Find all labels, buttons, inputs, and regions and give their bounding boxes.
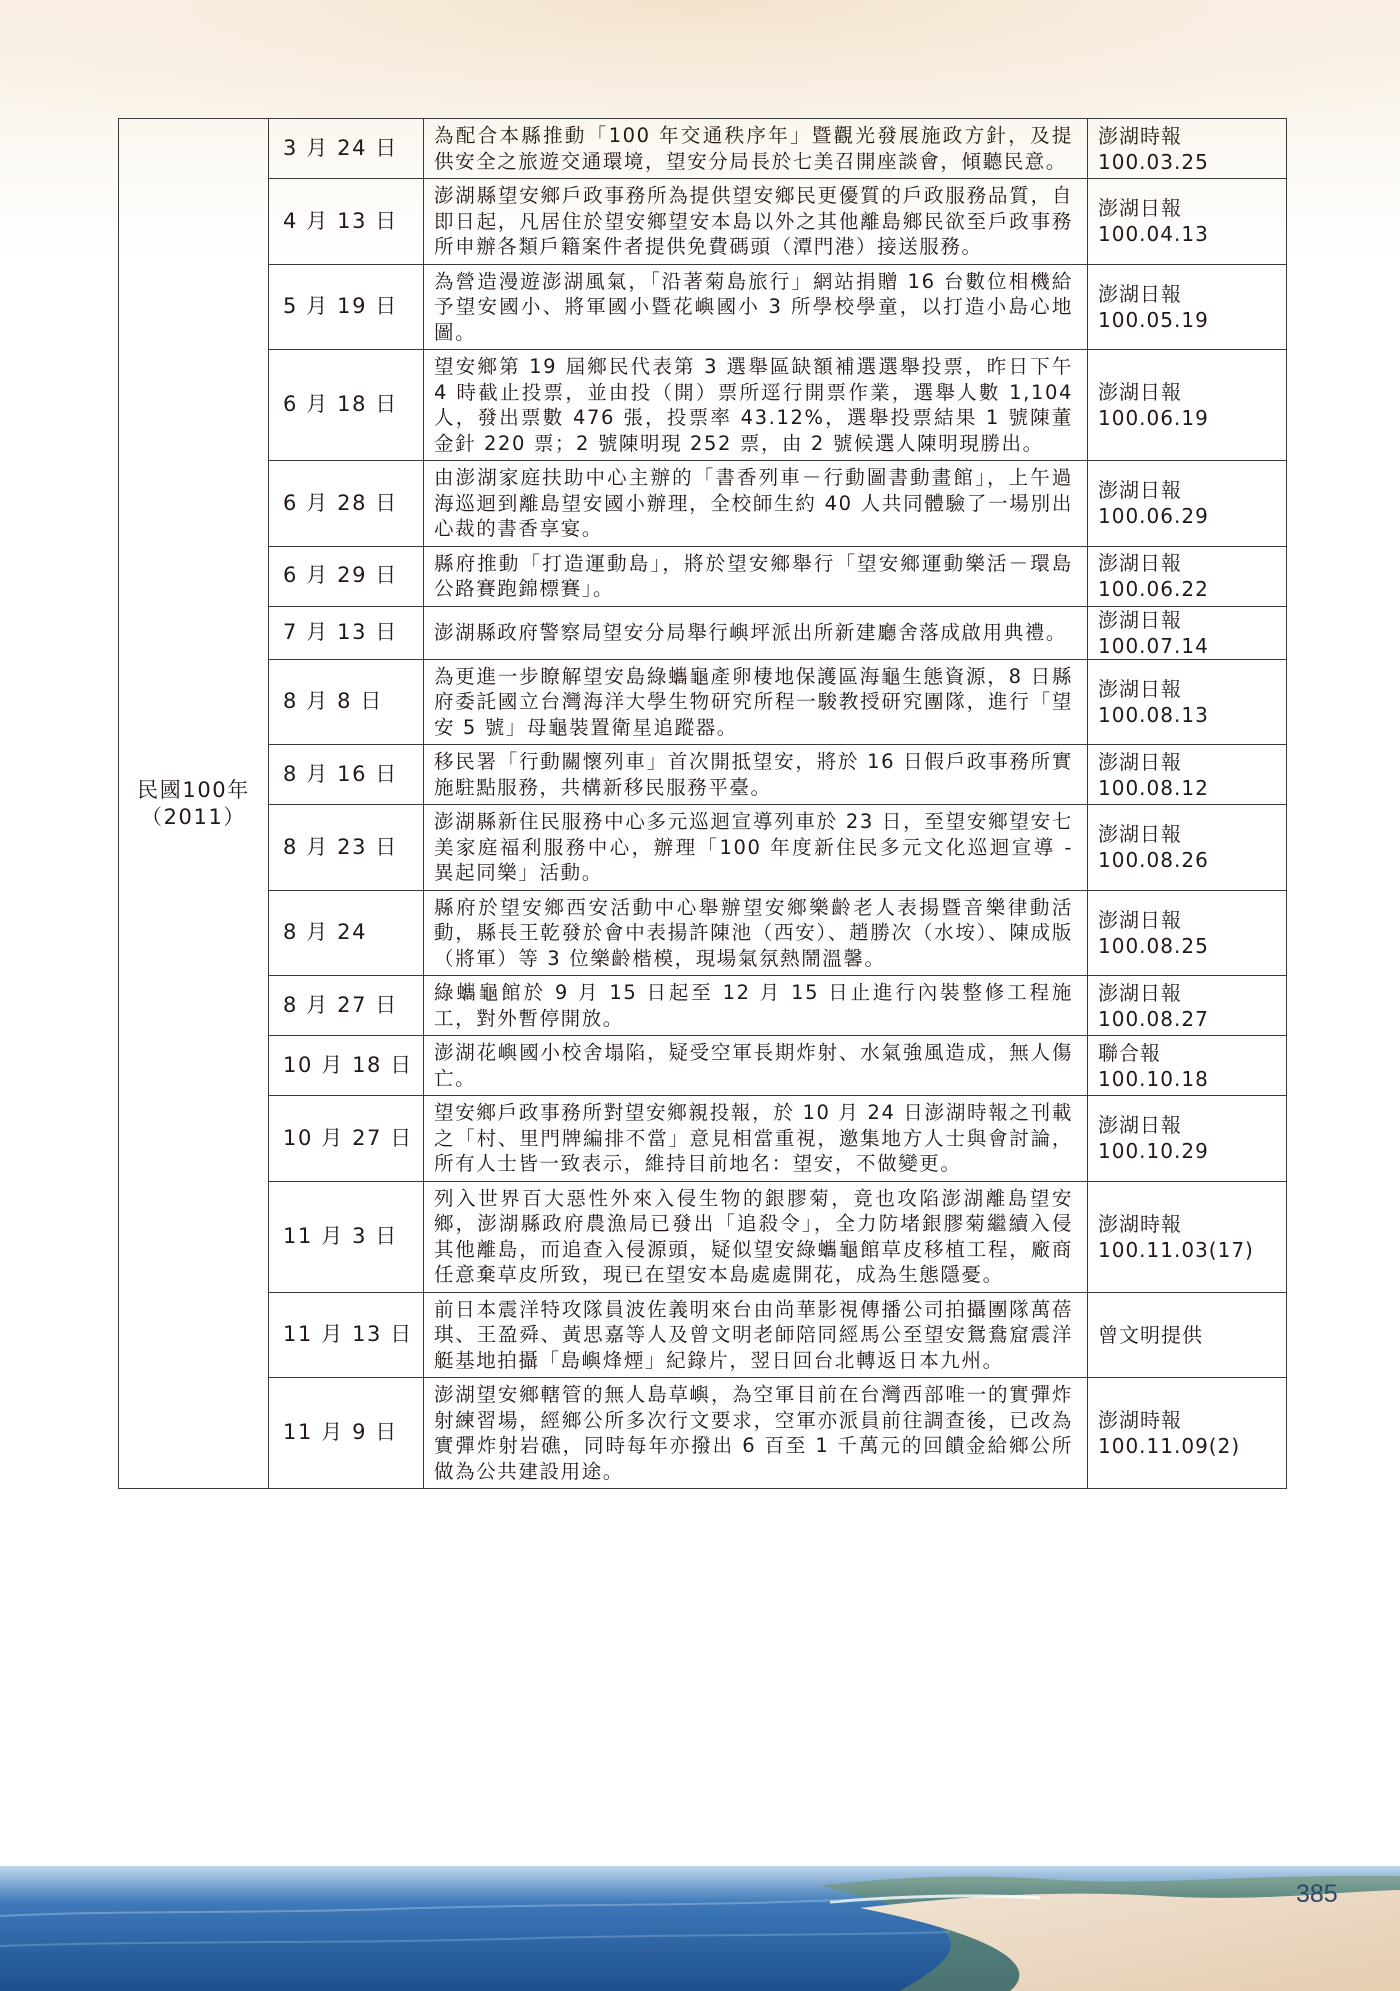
chronology-table-body	[119, 119, 1287, 1489]
source-date: 100.10.29	[1098, 1139, 1209, 1164]
source-name: 澎湖時報	[1098, 1408, 1182, 1432]
source-date: 100.08.26	[1098, 848, 1209, 873]
date-cell: 8 月 27 日	[269, 976, 424, 1036]
event-cell: 澎湖縣新住民服務中心多元巡迴宣導列車於 23 日，至望安鄉望安七美家庭福利服務中心，辦理「100 年度新住民多元文化巡迴宣導 - 異起同樂」活動。	[424, 805, 1088, 891]
source-name: 聯合報	[1098, 1040, 1161, 1065]
coastline-image	[0, 1846, 1400, 1991]
source-date: 100.03.25	[1098, 149, 1209, 174]
year-sub-label: （2011）	[140, 804, 247, 829]
source-name: 澎湖日報	[1098, 749, 1182, 774]
chronology-table-wrapper	[118, 118, 1286, 1489]
source-name: 澎湖日報	[1098, 907, 1182, 932]
source-name: 澎湖日報	[1098, 607, 1182, 632]
date-cell: 4 月 13 日	[269, 179, 424, 265]
source-cell	[1088, 1036, 1287, 1096]
date-cell: 6 月 28 日	[269, 461, 424, 547]
event-cell: 移民署「行動關懷列車」首次開抵望安，將於 16 日假戶政事務所實施駐點服務，共構新移民服務平臺。	[424, 745, 1088, 805]
table-row	[119, 745, 1287, 805]
source-date: 100.11.09(2)	[1098, 1434, 1241, 1458]
table-row	[119, 461, 1287, 547]
source-cell	[1088, 350, 1287, 461]
date-cell: 8 月 8 日	[269, 659, 424, 745]
event-cell: 為配合本縣推動「100 年交通秩序年」暨觀光發展施政方針，及提供安全之旅遊交通環境，望安分局長於七美召開座談會，傾聽民意。	[424, 119, 1088, 179]
date-cell: 5 月 19 日	[269, 264, 424, 350]
source-cell	[1088, 890, 1287, 976]
source-name: 澎湖日報	[1098, 196, 1182, 221]
source-date: 100.06.29	[1098, 504, 1209, 529]
source-date: 100.07.14	[1098, 633, 1209, 658]
event-cell: 列入世界百大惡性外來入侵生物的銀膠菊，竟也攻陷澎湖離島望安鄉，澎湖縣政府農漁局已發出「追殺令」，全力防堵銀膠菊繼續入侵其他離島，而追查入侵源頭，疑似望安綠蠵龜館草皮移植工程，廠商任意棄草皮所致，現已在望安本島處處開花，成為生態隱憂。	[424, 1181, 1088, 1292]
source-name: 澎湖日報	[1098, 380, 1182, 404]
source-date: 100.08.25	[1098, 933, 1209, 958]
source-date: 100.05.19	[1098, 307, 1209, 332]
source-name: 澎湖日報	[1098, 676, 1182, 701]
date-cell: 6 月 29 日	[269, 546, 424, 606]
date-cell: 11 月 9 日	[269, 1378, 424, 1489]
source-cell	[1088, 1181, 1287, 1292]
table-row	[119, 805, 1287, 891]
table-row	[119, 976, 1287, 1036]
year-label: 民國100年	[137, 777, 250, 802]
date-cell: 11 月 3 日	[269, 1181, 424, 1292]
source-name: 澎湖日報	[1098, 478, 1182, 503]
source-cell	[1088, 745, 1287, 805]
event-cell: 望安鄉戶政事務所對望安鄉親投報，於 10 月 24 日澎湖時報之刊載之「村、里門牌編排不當」意見相當重視，邀集地方人士與會討論，所有人士皆一致表示，維持目前地名：望安，不做變更。	[424, 1096, 1088, 1182]
event-cell: 由澎湖家庭扶助中心主辦的「書香列車－行動圖書動畫館」，上午過海巡迴到離島望安國小辦理，全校師生約 40 人共同體驗了一場別出心裁的書香享宴。	[424, 461, 1088, 547]
table-row	[119, 606, 1287, 659]
table-row	[119, 350, 1287, 461]
source-name: 澎湖時報	[1098, 123, 1182, 148]
source-name: 澎湖日報	[1098, 281, 1182, 306]
table-row	[119, 264, 1287, 350]
event-cell: 澎湖縣望安鄉戶政事務所為提供望安鄉民更優質的戶政服務品質，自即日起，凡居住於望安鄉望安本島以外之其他離島鄉民欲至戶政事務所申辦各類戶籍案件者提供免費碼頭（潭門港）接送服務。	[424, 179, 1088, 265]
source-name: 澎湖時報	[1098, 1211, 1182, 1236]
date-cell: 11 月 13 日	[269, 1292, 424, 1378]
table-row	[119, 1096, 1287, 1182]
year-cell	[119, 119, 269, 1489]
table-row	[119, 119, 1287, 179]
table-row	[119, 546, 1287, 606]
table-row	[119, 179, 1287, 265]
date-cell: 10 月 27 日	[269, 1096, 424, 1182]
date-cell: 6 月 18 日	[269, 350, 424, 461]
table-row	[119, 1181, 1287, 1292]
source-cell	[1088, 179, 1287, 265]
source-date: 100.08.27	[1098, 1006, 1209, 1031]
table-row	[119, 1292, 1287, 1378]
source-date: 100.11.03(17)	[1098, 1237, 1254, 1262]
source-cell	[1088, 976, 1287, 1036]
event-cell: 望安鄉第 19 屆鄉民代表第 3 選舉區缺額補選選舉投票，昨日下午 4 時截止投票，並由投（開）票所逕行開票作業，選舉人數 1,104 人，發出票數 476 張，投票率 43.12%，選舉投票結果 1 號陳董金針 220 票；2 號陳明現 252 票，由 2 號候選人陳明現勝出。	[424, 350, 1088, 461]
event-cell: 澎湖望安鄉轄管的無人島草嶼，為空軍目前在台灣西部唯一的實彈炸射練習場，經鄉公所多次行文要求，空軍亦派員前往調查後，已改為實彈炸射岩礁，同時每年亦撥出 6 百至 1 千萬元的回饋金給鄉公所做為公共建設用途。	[424, 1378, 1088, 1489]
source-date: 100.06.22	[1098, 577, 1209, 601]
page-number: 385	[1296, 1880, 1338, 1908]
event-cell: 澎湖縣政府警察局望安分局舉行嶼坪派出所新建廳舍落成啟用典禮。	[424, 606, 1088, 659]
source-cell	[1088, 119, 1287, 179]
source-cell	[1088, 264, 1287, 350]
event-cell: 縣府於望安鄉西安活動中心舉辦望安鄉樂齡老人表揚暨音樂律動活動，縣長王乾發於會中表揚許陳池（西安）、趙勝次（水垵）、陳成版（將軍）等 3 位樂齡楷模，現場氣氛熱鬧溫馨。	[424, 890, 1088, 976]
source-name: 澎湖日報	[1098, 980, 1182, 1005]
table-row	[119, 1378, 1287, 1489]
event-cell: 為營造漫遊澎湖風氣，「沿著菊島旅行」網站捐贈 16 台數位相機給予望安國小、將軍國小暨花嶼國小 3 所學校學童，以打造小島心地圖。	[424, 264, 1088, 350]
source-date: 100.06.19	[1098, 406, 1209, 430]
source-cell	[1088, 1292, 1287, 1378]
source-date: 100.10.18	[1098, 1066, 1209, 1091]
date-cell: 10 月 18 日	[269, 1036, 424, 1096]
source-date: 100.08.12	[1098, 775, 1209, 800]
table-row	[119, 1036, 1287, 1096]
event-cell: 綠蠵龜館於 9 月 15 日起至 12 月 15 日止進行內裝整修工程施工，對外暫停開放。	[424, 976, 1088, 1036]
source-cell	[1088, 805, 1287, 891]
source-name: 澎湖日報	[1098, 551, 1182, 575]
date-cell: 8 月 23 日	[269, 805, 424, 891]
source-name: 澎湖日報	[1098, 1113, 1182, 1138]
table-row	[119, 659, 1287, 745]
source-cell	[1088, 1096, 1287, 1182]
date-cell: 3 月 24 日	[269, 119, 424, 179]
chronology-table	[118, 118, 1287, 1489]
event-cell: 前日本震洋特攻隊員波佐義明來台由尚華影視傳播公司拍攝團隊萬蓓琪、王盈舜、黃思嘉等人及曾文明老師陪同經馬公至望安鴛鴦窟震洋艇基地拍攝「島嶼烽煙」紀錄片，翌日回台北轉返日本九州。	[424, 1292, 1088, 1378]
event-cell: 澎湖花嶼國小校舍塌陷，疑受空軍長期炸射、水氣強風造成，無人傷亡。	[424, 1036, 1088, 1096]
source-date: 100.08.13	[1098, 702, 1209, 727]
source-cell	[1088, 461, 1287, 547]
table-row	[119, 890, 1287, 976]
source-cell	[1088, 606, 1287, 659]
source-name: 曾文明提供	[1098, 1322, 1203, 1347]
source-name: 澎湖日報	[1098, 822, 1182, 847]
source-date: 100.04.13	[1098, 222, 1209, 247]
source-cell	[1088, 546, 1287, 606]
coastline-illustration	[0, 1846, 1400, 1991]
date-cell: 8 月 16 日	[269, 745, 424, 805]
event-cell: 為更進一步瞭解望安島綠蠵龜產卵棲地保護區海龜生態資源，8 日縣府委託國立台灣海洋大學生物研究所程一駿教授研究團隊，進行「望安 5 號」母龜裝置衛星追蹤器。	[424, 659, 1088, 745]
date-cell: 8 月 24	[269, 890, 424, 976]
source-cell	[1088, 659, 1287, 745]
date-cell: 7 月 13 日	[269, 606, 424, 659]
event-cell: 縣府推動「打造運動島」，將於望安鄉舉行「望安鄉運動樂活－環島公路賽跑錦標賽」。	[424, 546, 1088, 606]
header-decoration	[0, 0, 1400, 118]
source-cell	[1088, 1378, 1287, 1489]
